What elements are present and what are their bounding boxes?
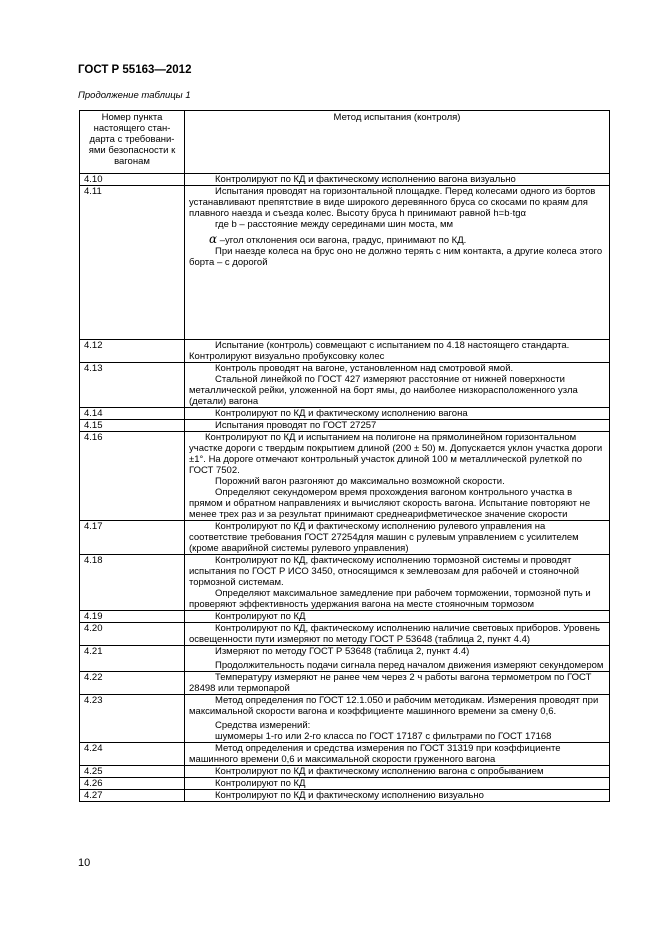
column-header-method: Метод испытания (контроля) [185,111,610,174]
method-text: Контролируют по КД и фактическому исполнению вагона визуально [215,174,516,185]
method-text: Определяют секундомером время прохождения вагоном контрольного участка в прямом и обратном направлениях и вычисляют скорость вагона. Испытание повторяют не менее трех раз и за результат принимают среднеарифметическое значение скорости [189,487,591,520]
clause-number: 4.14 [80,408,185,420]
method-text: Контролируют по КД и испытанием на полигоне на прямолинейном горизонтальном участке дороги с твердым покрытием длиной (200 ± 50) м. Допускается уклон участка дороги ±1°. На дороге отмечают контрольный участок длиной 100 м металлической рулеткой по ГОСТ 7502. [189,432,603,476]
clause-number: 4.15 [80,420,185,432]
clause-number: 4.20 [80,623,185,646]
method-text: Контроль проводят на вагоне, установленном над смотровой ямой. [215,363,514,374]
clause-number: 4.16 [80,432,185,521]
method-text: Контролируют по КД [215,778,306,789]
table-row [80,646,610,672]
clause-number: 4.24 [80,743,185,766]
table-row [80,555,610,611]
table-continuation-caption: Продолжение таблицы 1 [78,90,191,101]
table-row [80,611,610,623]
clause-number: 4.12 [80,340,185,363]
method-text: Метод определения по ГОСТ 12.1.050 и рабочим методикам. Измерения проводят при максимальной скорости вагона и коэффициенте машинного времени за смену 0,6. [189,695,599,717]
method-text: Контролируют по КД и фактическому исполнению визуально [215,790,484,801]
clause-number: 4.17 [80,521,185,555]
method-text: Определяют максимальное замедление при рабочем торможении, тормозной путь и проверяют эффективность удержания вагона на месте стояночным тормозом [189,588,591,610]
method-text: шумомеры 1-го или 2-го класса по ГОСТ 17187 с фильтрами по ГОСТ 17168 [215,731,552,742]
clause-number: 4.26 [80,778,185,790]
table-row [80,695,610,743]
method-text: При наезде колеса на брус оно не должно терять с ним контакта, а другие колеса этого борта – с дорогой [189,246,603,268]
document-id: ГОСТ Р 55163—2012 [78,64,192,76]
method-text: Испытание (контроль) совмещают с испытанием по 4.18 настоящего стандарта. Контролируют визуально пробуксовку колес [189,340,570,362]
table-row [80,521,610,555]
method-text: Продолжительность подачи сигнала перед началом движения измеряют секундомером [215,660,604,671]
method-text: Контролируют по КД и фактическому исполнению рулевого управления на соответствие требования ГОСТ 27254для машин с рулевым управлением с усилителем (кроме аварийной системы рулевого управления) [189,521,579,554]
method-text: Средства измерений: [215,720,311,731]
clause-number: 4.18 [80,555,185,611]
table-row [80,790,610,802]
table-row [80,432,610,521]
clause-number: 4.22 [80,672,185,695]
table-row [80,766,610,778]
clause-number: 4.27 [80,790,185,802]
clause-number: 4.21 [80,646,185,672]
clause-number: 4.10 [80,174,185,186]
table-row [80,363,610,408]
table-row [80,340,610,363]
test-methods-table [79,110,610,802]
table-row [80,186,610,340]
clause-number: 4.25 [80,766,185,778]
table-row [80,743,610,766]
clause-number: 4.13 [80,363,185,408]
method-text: Измеряют по методу ГОСТ Р 53648 (таблица 2, пункт 4.4) [215,646,470,657]
table-row [80,778,610,790]
page-number: 10 [78,857,91,869]
table-row [80,672,610,695]
method-text: Контролируют по КД и фактическому исполнению вагона с опробыванием [215,766,544,777]
method-text: Контролируют по КД, фактическому исполнению тормозной системы и проводят испытания по ГОСТ Р ИСО 3450, относящимся к землевозам для рабочей и стояночной тормозной системам. [189,555,580,588]
table-row [80,420,610,432]
method-text: Порожний вагон разгоняют до максимально возможной скорости. [215,476,505,487]
clause-number: 4.11 [80,186,185,340]
table-row [80,174,610,186]
method-text: Контролируют по КД, фактическому исполнению наличие световых приборов. Уровень освещенности пути измеряют по методу ГОСТ Р 53648 (таблица 2, пункт 4.4) [189,623,600,645]
clause-number: 4.23 [80,695,185,743]
method-text: Стальной линейкой по ГОСТ 427 измеряют расстояние от нижней поверхности металлической рейки, уложенной на борт ямы, до наиболее низкорасположенного узла (детали) вагона [189,374,578,407]
method-text: Метод определения и средства измерения по ГОСТ 31319 при коэффициенте машинного времени 0,6 и максимальной скорости груженного вагона [189,743,561,765]
method-text: Испытания проводят на горизонтальной площадке. Перед колесами одного из бортов устанавливают препятствие в виде широкого деревянного бруса со скосами по краям для плавного наезда и съезда колес. Высоту бруса h принимают равной h=b·tgα [189,186,596,219]
method-text: Контролируют по КД и фактическому исполнению вагона [215,408,468,419]
method-text: Температуру измеряют не ранее чем через 2 ч работы вагона термометром по ГОСТ 28498 или термопарой [189,672,592,694]
method-text: –угол отклонения оси вагона, градус, принимают по КД. [219,235,467,246]
method-text: где b – расстояние между серединами шин моста, мм [215,219,454,230]
alpha-symbol: α [209,232,218,246]
column-header-clause: Номер пункта настоящего стан-дарта с требовани-ями безопасности к вагонам [80,111,185,174]
method-text: Испытания проводят по ГОСТ 27257 [215,420,377,431]
clause-number: 4.19 [80,611,185,623]
method-text: Контролируют по КД [215,611,306,622]
table-row [80,408,610,420]
table-row [80,623,610,646]
